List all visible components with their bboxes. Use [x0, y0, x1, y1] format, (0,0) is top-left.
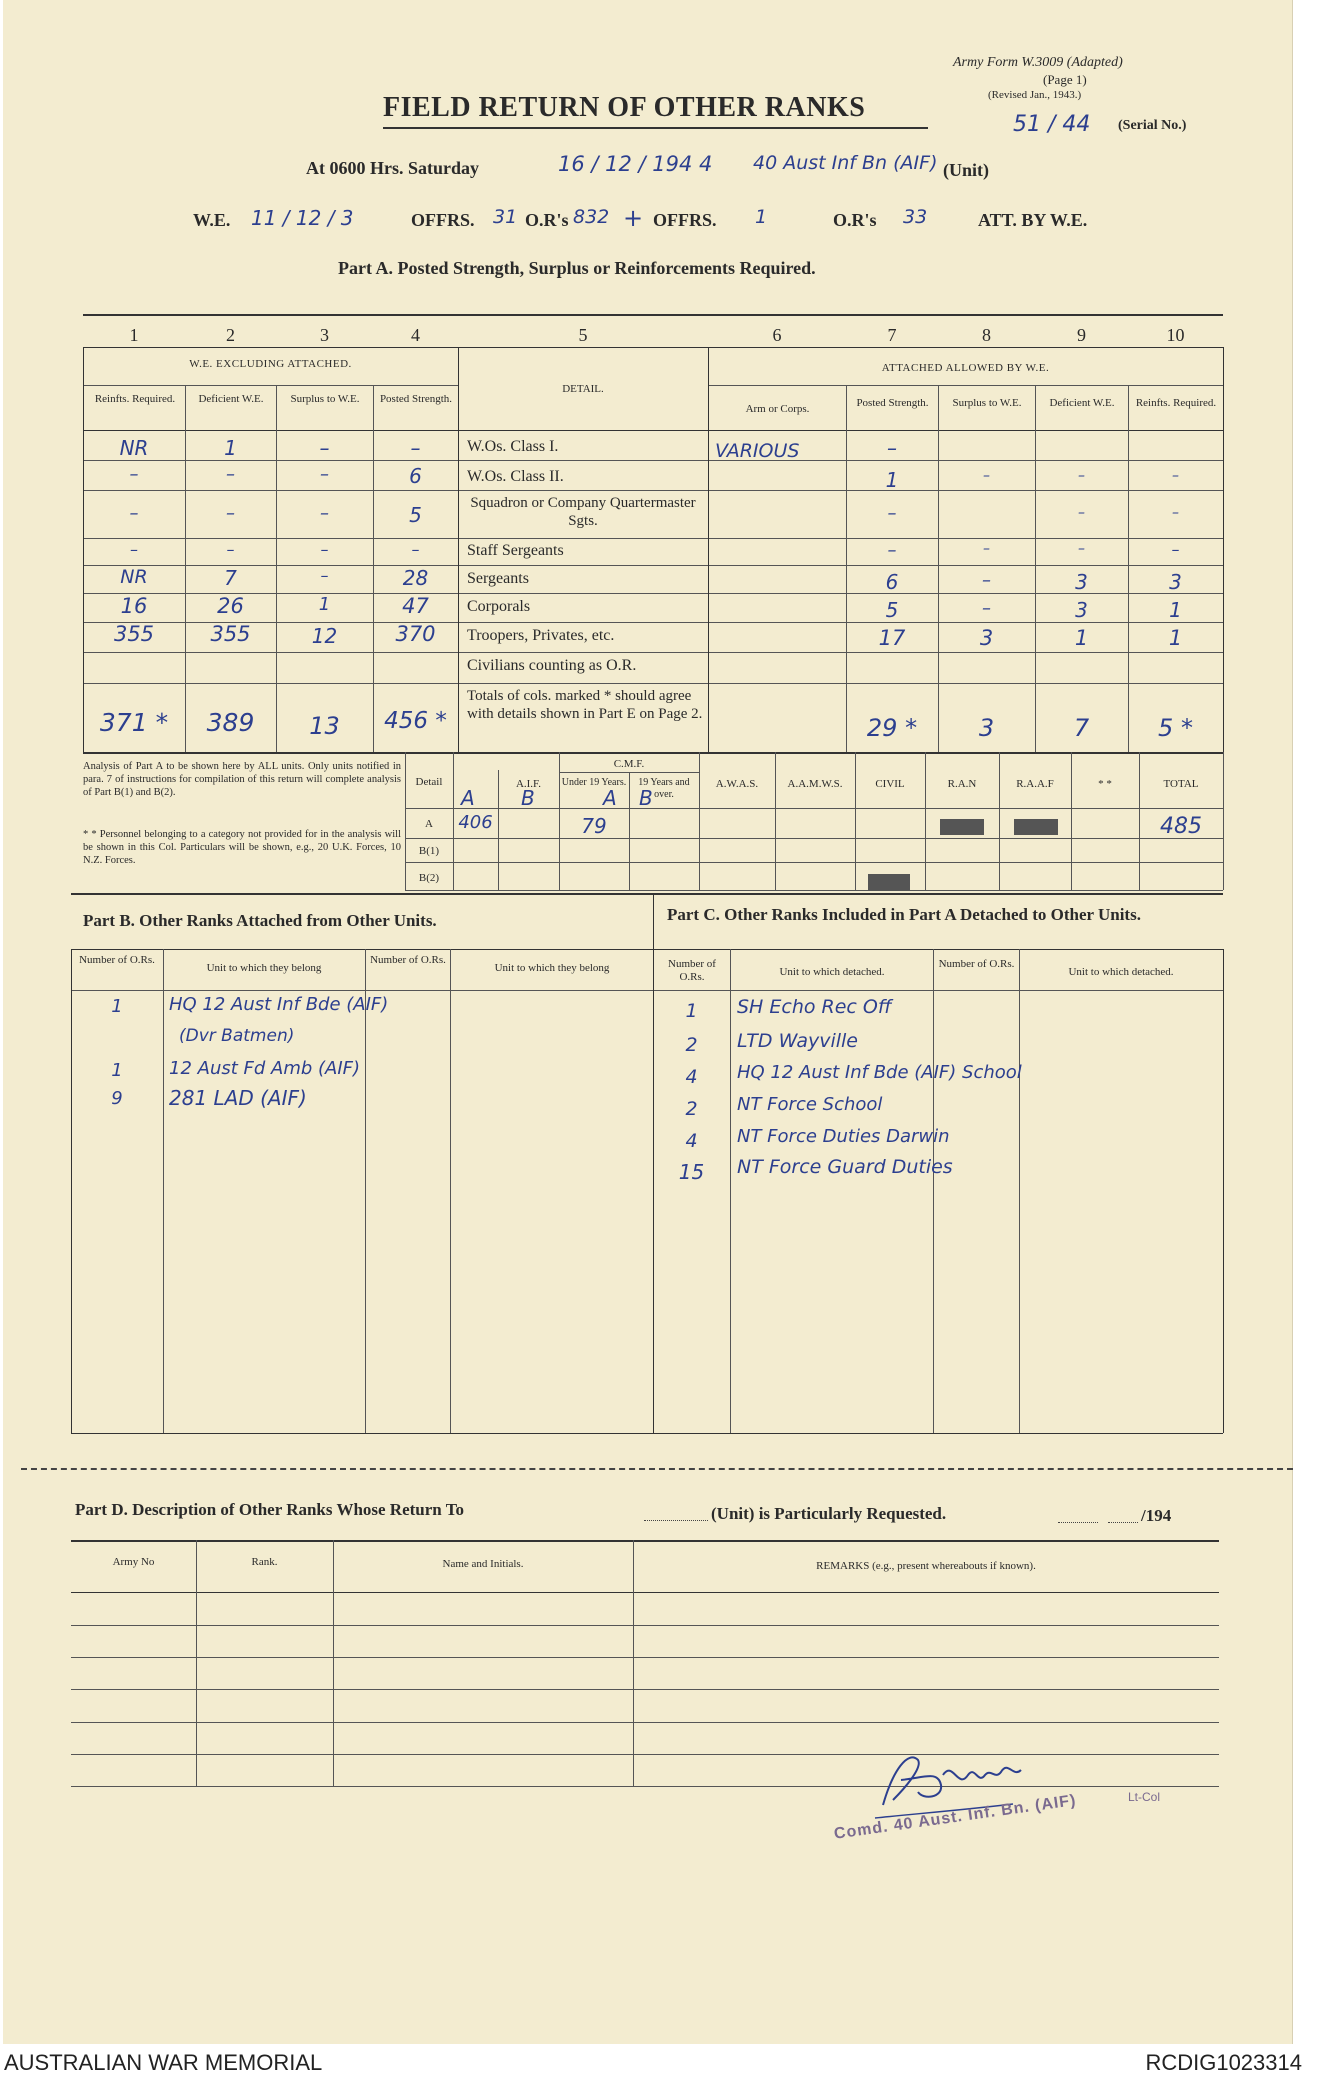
- cell: 17: [878, 626, 906, 650]
- part-c-unit: LTD Wayville: [737, 1030, 858, 1052]
- footer-institution: AUSTRALIAN WAR MEMORIAL: [4, 2050, 323, 2075]
- col-number: 2: [226, 325, 235, 345]
- detail-label: Staff Sergeants: [467, 542, 564, 559]
- part-c-num: 4: [685, 1130, 698, 1152]
- part-c-num: 15: [678, 1160, 705, 1184]
- cell: –: [320, 464, 329, 485]
- part-b-col-unit: Unit to which they belong: [494, 962, 610, 974]
- analysis-total-a: 485: [1160, 814, 1202, 839]
- part-b-col-num: Number of O.Rs.: [370, 954, 446, 966]
- part-d-title-unit: (Unit) is Particularly Requested.: [711, 1504, 947, 1523]
- hand-mark-a2: A: [603, 786, 617, 810]
- cell: NR: [120, 566, 148, 588]
- col-number: 6: [772, 325, 782, 345]
- analysis-col: * *: [1098, 778, 1112, 790]
- part-c-num: 4: [685, 1066, 698, 1088]
- detail-label: Totals of cols. marked * should agree with details shown in Part E on Page 2.: [467, 688, 703, 722]
- part-d-col: Army No: [112, 1556, 155, 1568]
- detail-label: Corporals: [467, 598, 531, 615]
- cell: –: [410, 436, 421, 460]
- col-number: 8: [982, 325, 991, 345]
- part-d-date: /194: [1141, 1506, 1172, 1525]
- cell: –: [226, 464, 235, 485]
- cell: 5: [885, 598, 899, 622]
- col-header: Posted Strength.: [379, 393, 453, 405]
- cell: –: [1078, 541, 1085, 557]
- hand-mark-b: B: [521, 786, 535, 810]
- col-number: 10: [1166, 325, 1185, 345]
- part-c-col-num: Number of O.Rs.: [668, 958, 716, 983]
- col-header: Arm or Corps.: [745, 403, 810, 415]
- analysis-cmf-a: 79: [581, 814, 607, 838]
- page-title: FIELD RETURN OF OTHER RANKS: [383, 92, 866, 123]
- attached-header: ATTACHED ALLOWED BY W.E.: [881, 362, 1050, 374]
- col-number: 3: [320, 325, 329, 345]
- offrs2-label: OFFRS.: [653, 210, 717, 230]
- unit-value: 40 Aust Inf Bn (AIF): [753, 152, 938, 174]
- cell: 26: [217, 594, 244, 618]
- cell: 16: [120, 594, 148, 618]
- cell: –: [411, 540, 420, 559]
- cell: –: [226, 540, 235, 559]
- cell: –: [130, 540, 138, 559]
- cell: 1: [318, 594, 331, 615]
- part-c-title: Part C. Other Ranks Included in Part A Detached to Other Units.: [667, 905, 1141, 924]
- total-cell: 29 *: [866, 714, 918, 742]
- hand-mark-a: A: [461, 786, 475, 810]
- total-cell: 7: [1073, 714, 1090, 742]
- detail-label: Civilians counting as O.R.: [467, 657, 637, 674]
- hand-mark-b2: B: [639, 786, 653, 810]
- cell: 28: [402, 566, 429, 590]
- cell: 12: [311, 624, 338, 648]
- cell: NR: [119, 436, 149, 460]
- cell: 1: [1168, 626, 1183, 650]
- detail-label: W.Os. Class I.: [467, 438, 559, 455]
- cell: –: [887, 503, 897, 524]
- offrs-label: OFFRS.: [411, 210, 475, 230]
- col-header: Deficient W.E.: [1049, 397, 1115, 409]
- cell: 1: [224, 436, 237, 460]
- cell: 3: [1075, 570, 1088, 594]
- total-cell: 13: [309, 712, 340, 740]
- cell: 5: [409, 503, 422, 527]
- col-header: Surplus to W.E.: [952, 397, 1022, 409]
- part-b-unit: 12 Aust Fd Amb (AIF): [169, 1058, 361, 1079]
- part-b-unit: (Dvr Batmen): [179, 1026, 295, 1046]
- ors-value: 832: [573, 206, 610, 228]
- cell: –: [887, 436, 897, 460]
- cell: –: [1172, 505, 1179, 521]
- cell: –: [320, 540, 329, 559]
- blocked-cell: [868, 874, 910, 890]
- cell: 3: [1075, 598, 1088, 622]
- cell: –: [983, 541, 990, 557]
- cell: –: [1171, 540, 1180, 559]
- analysis-row-label: B(1): [418, 845, 440, 857]
- analysis-row-label: B(2): [418, 872, 440, 884]
- part-c-num: 2: [685, 1098, 698, 1120]
- part-b-unit: HQ 12 Aust Inf Bde (AIF): [169, 994, 389, 1015]
- analysis-aif-a: 406: [458, 812, 493, 833]
- at-hours-label: At 0600 Hrs. Saturday: [306, 158, 480, 178]
- we-value: 11 / 12 / 3: [251, 206, 354, 230]
- analysis-col: TOTAL: [1163, 778, 1199, 790]
- analysis-col: A.W.A.S.: [715, 778, 759, 790]
- detail-label: Squadron or Company Quartermaster Sgts.: [470, 495, 696, 529]
- plus-sign: +: [623, 204, 644, 232]
- ors-label: O.R's: [525, 210, 569, 230]
- cell: 355: [113, 622, 155, 646]
- we-label: W.E.: [193, 210, 231, 230]
- detail-label: W.Os. Class II.: [467, 468, 564, 485]
- part-b-col-unit: Unit to which they belong: [206, 962, 322, 974]
- part-c-unit: NT Force School: [737, 1094, 883, 1115]
- footer-record-id: RCDIG1023314: [1145, 2050, 1302, 2075]
- cell: 355: [210, 622, 251, 646]
- page-label: (Page 1): [1043, 72, 1087, 87]
- form-sheet: [3, 0, 1293, 2044]
- offrs-value: 31: [493, 206, 518, 228]
- cell: –: [129, 464, 139, 485]
- part-c-col-unit: Unit to which detached.: [779, 966, 885, 978]
- ors2-label: O.R's: [833, 210, 877, 230]
- cell: 7: [224, 566, 237, 590]
- cell-arm: VARIOUS: [715, 440, 800, 462]
- analysis-note: Analysis of Part A to be shown here by ALL units. Only units notified in para. 7 of instructions for compilation of this return will complete analysis of Part B(1) and B(2).: [83, 761, 401, 798]
- part-b-unit: 281 LAD (AIF): [169, 1086, 307, 1110]
- stamp-rank: Lt-Col: [1128, 1790, 1161, 1804]
- cell: 1: [1169, 598, 1182, 622]
- part-c-col-unit: Unit to which detached.: [1068, 966, 1174, 978]
- analysis-footnote: * * Personnel belonging to a category not provided for in the analysis will be shown in this Col. Particulars will be shown, e.g., 20 U.K. Forces, 10 N.Z. Forces.: [83, 829, 401, 866]
- att-label: ATT. BY W.E.: [978, 210, 1088, 230]
- aif-header: A.I.F.: [515, 778, 542, 790]
- serial-number: 51 / 44: [1013, 112, 1091, 137]
- total-cell: 371 *: [99, 708, 169, 737]
- army-form-label: Army Form W.3009 (Adapted): [953, 55, 1123, 70]
- col-number: 5: [578, 325, 588, 345]
- cell: –: [1078, 468, 1085, 484]
- analysis-row-label: A: [425, 818, 433, 830]
- part-d-col: Rank.: [251, 1556, 278, 1568]
- part-a-title: Part A. Posted Strength, Surplus or Reinforcements Required.: [338, 258, 816, 278]
- cell: –: [320, 566, 329, 585]
- part-c-unit: SH Echo Rec Off: [737, 996, 892, 1018]
- part-b-num: 1: [111, 1060, 123, 1081]
- part-b-num: 1: [111, 996, 123, 1017]
- col-number: 1: [129, 325, 139, 345]
- detail-label: Troopers, Privates, etc.: [467, 627, 615, 644]
- part-c-unit: NT Force Guard Duties: [737, 1156, 953, 1178]
- analysis-col: A.A.M.W.S.: [787, 778, 843, 790]
- col-header: Reinfts. Required.: [1135, 397, 1217, 409]
- col-header: Reinfts. Required.: [94, 393, 176, 405]
- total-cell: 389: [206, 708, 255, 737]
- col-header: Deficient W.E.: [198, 393, 264, 405]
- cell: –: [983, 468, 990, 484]
- part-d-col: REMARKS (e.g., present whereabouts if known).: [816, 1560, 1036, 1572]
- analysis-col: CIVIL: [875, 778, 905, 790]
- detail-label: Sergeants: [467, 570, 529, 587]
- cell: –: [226, 503, 235, 524]
- analysis-col: R.A.A.F: [1016, 778, 1054, 790]
- blocked-cell: [940, 819, 984, 835]
- ors2-value: 33: [903, 206, 928, 228]
- part-c-unit: HQ 12 Aust Inf Bde (AIF) School: [737, 1062, 1022, 1083]
- cell: 1: [1074, 626, 1089, 650]
- total-cell: 456 *: [384, 708, 447, 734]
- cell: –: [319, 436, 330, 460]
- cmf-header: C.M.F.: [613, 758, 645, 770]
- revised-label: (Revised Jan., 1943.): [988, 89, 1082, 101]
- part-b-num: 9: [111, 1088, 123, 1109]
- cell: –: [320, 503, 329, 524]
- analysis-col: R.A.N: [947, 778, 977, 790]
- total-cell: 5 *: [1158, 714, 1193, 742]
- cell: –: [887, 540, 897, 561]
- offrs2-value: 1: [755, 206, 768, 228]
- cell: –: [129, 503, 139, 524]
- part-d-title: Part D. Description of Other Ranks Whose Return To: [75, 1500, 464, 1519]
- analysis-detail-header: Detail: [415, 776, 443, 788]
- part-c-num: 1: [685, 1000, 698, 1022]
- cell: 3: [1169, 570, 1182, 594]
- detail-header: DETAIL.: [562, 383, 604, 395]
- col-number: 7: [887, 325, 897, 345]
- we-excluding-header: W.E. EXCLUDING ATTACHED.: [189, 358, 352, 370]
- part-c-unit: NT Force Duties Darwin: [737, 1126, 950, 1147]
- cell: –: [982, 570, 991, 591]
- cell: 6: [409, 464, 422, 488]
- part-c-num: 2: [685, 1034, 698, 1056]
- cell: 370: [395, 622, 436, 646]
- col-header: Surplus to W.E.: [290, 393, 360, 405]
- cell: 6: [885, 570, 899, 594]
- col-number: 4: [411, 325, 420, 345]
- part-b-title: Part B. Other Ranks Attached from Other Units.: [83, 911, 437, 930]
- cell: –: [1078, 505, 1085, 521]
- col-number: 9: [1077, 325, 1086, 345]
- command-stamp: Comd. 40 Aust. Inf. Bn. (AIF): [833, 1791, 1078, 1843]
- unit-label: (Unit): [943, 160, 989, 180]
- total-cell: 3: [978, 714, 995, 742]
- cell: –: [1172, 468, 1179, 484]
- cell: 3: [979, 626, 994, 650]
- part-b-col-num: Number of O.Rs.: [79, 954, 155, 966]
- cell: 1: [885, 468, 899, 492]
- part-c-col-num: Number of O.Rs.: [938, 958, 1015, 970]
- under19-header: Under 19 Years.: [561, 777, 627, 788]
- blocked-cell: [1014, 819, 1058, 835]
- col-header: Posted Strength.: [856, 397, 929, 409]
- cell: –: [982, 598, 991, 619]
- part-d-col: Name and Initials.: [442, 1558, 524, 1570]
- date-value: 16 / 12 / 194 4: [558, 152, 713, 176]
- cell: 47: [402, 594, 429, 618]
- over19-header: 19 Years and over.: [638, 777, 690, 800]
- serial-label: (Serial No.): [1118, 118, 1187, 133]
